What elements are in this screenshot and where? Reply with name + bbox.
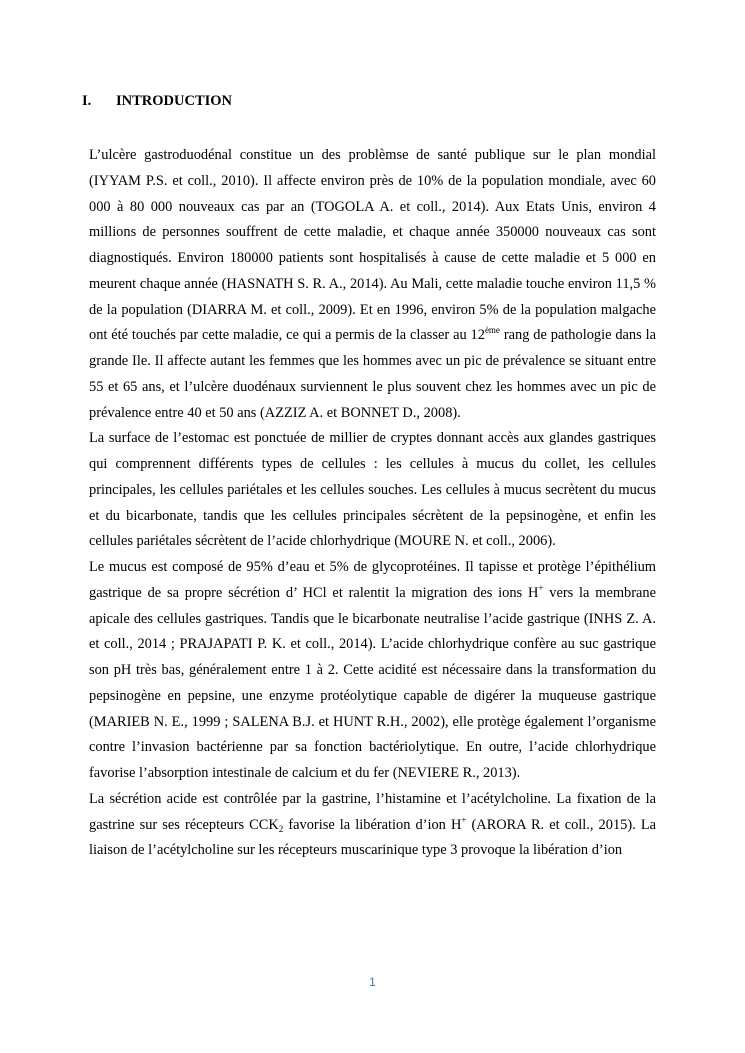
- paragraph-4-subscript: 2: [278, 823, 284, 834]
- paragraph-3: [89, 555, 656, 787]
- paragraph-4: [89, 787, 656, 864]
- paragraph-3-text-end: vers la membrane apicale des cellules gastriques. Tandis que le bicarbonate neutralise l’acide gastrique (INHS Z. A. et coll., 2014 ; PRAJAPATI P. K. et coll., 2014). L’acide chlorhydrique confère au suc gastrique son pH très bas, généralement entre 1 à 2. Cette acidité est nécessaire dans la transformation du pepsinogène en pepsine, une enzyme protéolytique capable de digérer la muqueuse gastrique (MARIEB N. E., 1999 ; SALENA B.J. et HUNT R.H., 2002), elle protège également l’organisme contre l’invasion bactérienne par sa fonction bactériolytique. En outre, l’acide chlorhydrique favorise l’absorption intestinale de calcium et du fer (NEVIERE R., 2013).: [89, 584, 656, 781]
- paragraph-1-text: L’ulcère gastroduodénal constitue un des problèmse de santé publique sur le plan mondial (IYYAM P.S. et coll., 2010). Il affecte environ près de 10% de la population mondiale, avec 60 000 à 80 000 nouveaux cas par an (TOGOLA A. et coll., 2014). Aux Etats Unis, environ 4 millions de personnes souffrent de cette maladie, et chaque année 350000 nouveaux cas sont diagnostiqués. Environ 180000 patients sont hospitalisés à cause de cette maladie et 5 000 en meurent chaque année (HASNATH S. R. A., 2014). Au Mali, cette maladie touche environ 11,5 % de la population (DIARRA M. et coll., 2009). Et en 1996, environ 5% de la population malgache ont été touchés par cette maladie, ce qui a permis de la classer au 12: [89, 147, 656, 344]
- paragraph-2: La surface de l’estomac est ponctuée de millier de cryptes donnant accès aux glandes gastriques qui comprennent différents types de cellules : les cellules à mucus du collet, les cellules principales, les cellules pariétales et les cellules souches. Les cellules à mucus secrètent du mucus et du bicarbonate, tandis que les cellules principales sécrètent de la pepsinogène, et enfin les cellules pariétales sécrètent de l’acide chlorhydrique (MOURE N. et coll., 2006).: [89, 430, 656, 550]
- paragraph-4-superscript: +: [461, 814, 467, 825]
- page-number: 1: [369, 975, 376, 989]
- section-number: I.: [82, 93, 92, 109]
- paragraph-1: [89, 143, 656, 426]
- section-heading: [82, 93, 232, 110]
- paragraph-4-text-mid: favorise la libération d’ion H: [283, 816, 462, 833]
- paragraph-3-text: Le mucus est composé de 95% d’eau et 5% de glycoprotéines. Il tapisse et protège l’épithélium gastrique de sa propre sécrétion d’ HCl et ralentit la migration des ions H: [89, 559, 656, 601]
- document-body: [89, 143, 656, 864]
- paragraph-1-superscript: ème: [484, 325, 500, 336]
- paragraph-4-text-end: (ARORA R. et coll., 2015). La liaison de l’acétylcholine sur les récepteurs muscarinique type 3 provoque la libération d’ion: [89, 816, 656, 859]
- paragraph-1-text-end: rang de pathologie dans la grande Ile. Il affecte autant les femmes que les hommes avec un pic de prévalence se situant entre 55 et 65 ans, et l’ulcère duodénaux surviennent le plus souvent chez les hommes avec un pic de prévalence entre 40 et 50 ans (AZZIZ A. et BONNET D., 2008).: [89, 327, 656, 421]
- paragraph-4-text: La sécrétion acide est contrôlée par la gastrine, l’histamine et l’acétylcholine. La fixation de la gastrine sur ses récepteurs CCK: [89, 790, 656, 833]
- section-title: INTRODUCTION: [116, 93, 233, 109]
- paragraph-3-superscript: +: [538, 582, 544, 593]
